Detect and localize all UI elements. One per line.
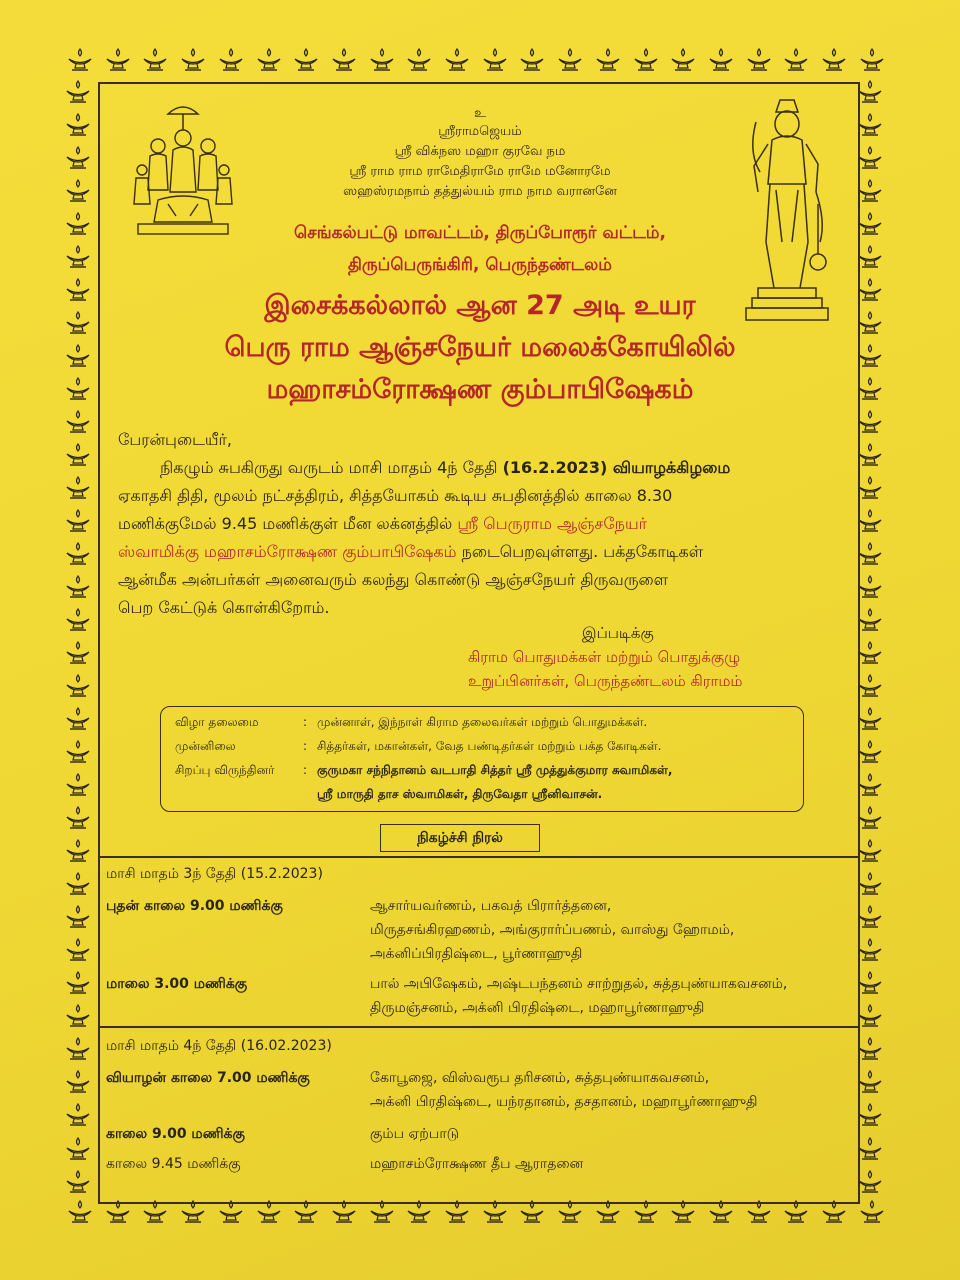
oil-lamp-icon — [856, 1004, 884, 1028]
day2-slot3-time: காலை 9.45 மணிக்கு — [106, 1156, 241, 1172]
oil-lamp-icon — [179, 48, 207, 72]
invocation-line-4: ஸஹஸ்ரமநாம் தத்துல்யம் ராம நாம வரானனே — [343, 184, 617, 199]
dignitary-row-1 — [175, 711, 647, 733]
oil-lamp-icon — [64, 1004, 92, 1028]
oil-lamp-icon — [64, 839, 92, 863]
day2-date: மாசி மாதம் 4ந் தேதி (16.02.2023) — [106, 1038, 332, 1054]
oil-lamp-icon — [669, 48, 697, 72]
oil-lamp-icon — [856, 938, 884, 962]
salutation: பேரன்புடையீர், — [118, 430, 232, 449]
oil-lamp-icon — [856, 740, 884, 764]
dignitary-row-2 — [175, 735, 662, 757]
oil-lamp-icon — [518, 48, 546, 72]
day1-slot2-line-2: திருமஞ்சனம், அக்னி பிரதிஷ்டை, மஹாபூர்ணாஹுதி — [370, 1000, 705, 1016]
title-line-1: இசைக்கல்லால் ஆன 27 அடி உயர — [264, 290, 696, 321]
oil-lamp-icon — [255, 48, 283, 72]
oil-lamp-icon — [330, 48, 358, 72]
oil-lamp-icon — [707, 48, 735, 72]
oil-lamp-icon — [856, 509, 884, 533]
oil-lamp-icon — [64, 80, 92, 104]
dignitary-key-1: விழா தலைமை — [175, 715, 259, 729]
oil-lamp-icon — [856, 1103, 884, 1127]
oil-lamp-icon — [856, 542, 884, 566]
divider-top — [98, 856, 858, 858]
oil-lamp-icon — [556, 48, 584, 72]
signoff-line-2: கிராம பொதுமக்கள் மற்றும் பொதுக்குழு — [468, 648, 741, 666]
oil-lamp-icon — [856, 410, 884, 434]
signoff-line-3: உறுப்பினர்கள், பெருந்தண்டலம் கிராமம் — [468, 672, 743, 690]
oil-lamp-icon — [64, 542, 92, 566]
oil-lamp-icon — [64, 410, 92, 434]
ceremony-name: ஸ்வாமிக்கு மஹாசம்ரோக்ஷண கும்பாபிஷேகம் — [118, 542, 457, 561]
day1-slot1-line-3: அக்னிப்பிரதிஷ்டை, பூர்ணாஹுதி — [370, 946, 583, 962]
body-line-4 — [118, 538, 840, 566]
day2-slot1-line-1: கோபூஜை, விஸ்வரூப தரிசனம், சுத்தபுண்யாகவசனம், — [370, 1070, 710, 1086]
border-top — [66, 48, 886, 82]
dignitary-colon-1: : — [303, 715, 308, 729]
oil-lamp-icon — [64, 641, 92, 665]
oil-lamp-icon — [856, 1037, 884, 1061]
oil-lamp-icon — [64, 1103, 92, 1127]
dignitaries-box — [160, 706, 804, 812]
day1-date: மாசி மாதம் 3ந் தேதி (15.2.2023) — [106, 866, 323, 882]
dignitary-row-4 — [317, 783, 602, 805]
oil-lamp-icon — [104, 48, 132, 72]
oil-lamp-icon — [64, 905, 92, 929]
oil-lamp-icon — [856, 1170, 884, 1194]
dignitary-key-3: சிறப்பு விருந்தினர் — [175, 763, 275, 777]
oil-lamp-icon — [64, 1037, 92, 1061]
program-heading: நிகழ்ச்சி நிரல் — [380, 824, 540, 852]
day1-slot2-time: மாலை 3.00 மணிக்கு — [106, 976, 248, 992]
oil-lamp-icon — [856, 641, 884, 665]
oil-lamp-icon — [64, 971, 92, 995]
oil-lamp-icon — [64, 872, 92, 896]
oil-lamp-icon — [64, 608, 92, 632]
dignitary-value-4: ஸ்ரீ மாருதி தாச ஸ்வாமிகள், திருவேதா ஸ்ரீனிவாசன். — [317, 787, 603, 801]
oil-lamp-icon — [856, 80, 884, 104]
title-line-3: மஹாசம்ரோக்ஷண கும்பாபிஷேகம் — [266, 374, 694, 405]
event-date: (16.2.2023) வியாழக்கிழமை — [502, 458, 731, 477]
location-line-1: செங்கல்பட்டு மாவட்டம், திருப்போரூர் வட்டம், — [294, 223, 666, 243]
oil-lamp-icon — [64, 1137, 92, 1161]
oil-lamp-icon — [64, 1070, 92, 1094]
oil-lamp-icon — [594, 48, 622, 72]
border-bottom — [66, 1200, 886, 1234]
dignitary-row-3 — [175, 759, 672, 781]
oil-lamp-icon — [292, 48, 320, 72]
dignitary-key-2: முன்னிலை — [175, 739, 236, 753]
day1-slot2-line-1: பால் அபிஷேகம், அஷ்டபந்தனம் சாற்றுதல், சுத்தபுண்யாகவசனம், — [370, 976, 788, 992]
day2-slot2-line-1: கும்ப ஏற்பாடு — [370, 1126, 460, 1142]
body-line-2: ஏகாதசி திதி, மூலம் நட்சத்திரம், சித்தயோகம் கூடிய சுபதினத்தில் காலை 8.30 — [118, 486, 673, 505]
oil-lamp-icon — [856, 872, 884, 896]
oil-lamp-icon — [481, 48, 509, 72]
oil-lamp-icon — [782, 48, 810, 72]
location-line-2: திருப்பெருங்கிரி, பெருந்தண்டலம் — [348, 255, 612, 275]
invocation-line-1: ஸ்ரீராமஜெயம் — [438, 124, 522, 139]
body-line-4-text: நடைபெறவுள்ளது. பக்தகோடிகள் — [456, 542, 704, 561]
oil-lamp-icon — [64, 806, 92, 830]
invitation-body — [118, 426, 840, 622]
oil-lamp-icon — [64, 575, 92, 599]
oil-lamp-icon — [856, 674, 884, 698]
signoff-line-1: இப்படிக்கு — [582, 624, 654, 642]
oil-lamp-icon — [368, 48, 396, 72]
oil-lamp-icon — [858, 48, 886, 72]
oil-lamp-icon — [443, 48, 471, 72]
oil-lamp-icon — [64, 674, 92, 698]
day1-slot1-line-1: ஆசார்யவர்ணம், பகவத் பிரார்த்தனை, — [370, 898, 612, 914]
body-line-3 — [118, 510, 840, 538]
body-line-1 — [118, 454, 840, 482]
day1-slot1-line-2: மிருதசங்கிரஹணம், அங்குரார்ப்பணம், வாஸ்து ஹோமம், — [370, 922, 735, 938]
oil-lamp-icon — [820, 48, 848, 72]
day2-slot1-time: வியாழன் காலை 7.00 மணிக்கு — [106, 1070, 310, 1086]
oil-lamp-icon — [856, 476, 884, 500]
dignitary-value-3: குருமகா சந்நிதானம் வடபாதி சித்தர் ஸ்ரீ முத்துக்குமார சுவாமிகள், — [317, 763, 673, 777]
dignitary-value-2: சித்தர்கள், மகான்கள், வேத பண்டிதர்கள் மற்றும் பக்த கோடிகள். — [317, 739, 662, 753]
oil-lamp-icon — [856, 971, 884, 995]
day2-slot3-line-1: மஹாசம்ரோக்ஷண தீப ஆராதனை — [370, 1156, 584, 1172]
body-line-3-text: மணிக்குமேல் 9.45 மணிக்குள் மீன லக்னத்தில் — [118, 514, 458, 533]
divider-middle — [98, 1026, 858, 1028]
oil-lamp-icon — [745, 48, 773, 72]
oil-lamp-icon — [64, 476, 92, 500]
oil-lamp-icon — [64, 938, 92, 962]
oil-lamp-icon — [856, 806, 884, 830]
oil-lamp-icon — [64, 443, 92, 467]
oil-lamp-icon — [856, 773, 884, 797]
oil-lamp-icon — [64, 773, 92, 797]
oil-lamp-icon — [141, 48, 169, 72]
oil-lamp-icon — [405, 48, 433, 72]
dignitary-colon-3: : — [303, 763, 308, 777]
oil-lamp-icon — [856, 839, 884, 863]
oil-lamp-icon — [64, 1170, 92, 1194]
body-line-5: ஆன்மீக அன்பர்கள் அனைவரும் கலந்து கொண்டு ஆஞ்சநேயர் திருவருளை — [118, 570, 669, 589]
oil-lamp-icon — [856, 1137, 884, 1161]
day2-slot1-line-2: அக்னி பிரதிஷ்டை, யந்ரதானம், தசதானம், மஹாபூர்ணாஹுதி — [370, 1094, 758, 1110]
oil-lamp-icon — [64, 707, 92, 731]
body-line-6: பெற கேட்டுக் கொள்கிறோம். — [118, 598, 330, 617]
deity-name: ஸ்ரீ பெருராம ஆஞ்சநேயர் — [457, 514, 648, 533]
day1-slot1-time: புதன் காலை 9.00 மணிக்கு — [106, 898, 283, 914]
oil-lamp-icon — [64, 740, 92, 764]
dignitary-value-1: முன்னாள், இந்நாள் கிராம தலைவர்கள் மற்றும் பொதுமக்கள். — [317, 715, 648, 729]
oil-lamp-icon — [66, 1200, 94, 1224]
pillaiyar-suli: உ — [474, 106, 486, 121]
body-line-1-text: நிகழும் சுபகிருது வருடம் மாசி மாதம் 4ந் தேதி — [160, 458, 503, 477]
invocation-line-2: ஸ்ரீ விக்நஸ மஹா குரவே நம — [394, 144, 566, 159]
oil-lamp-icon — [632, 48, 660, 72]
oil-lamp-icon — [217, 48, 245, 72]
oil-lamp-icon — [66, 48, 94, 72]
invocation-line-3: ஸ்ரீ ராம ராம ராமேதிராமே ராமே மனோரமே — [349, 164, 611, 179]
oil-lamp-icon — [856, 1070, 884, 1094]
oil-lamp-icon — [858, 1200, 886, 1224]
oil-lamp-icon — [856, 707, 884, 731]
dignitary-colon-2: : — [303, 739, 308, 753]
oil-lamp-icon — [856, 608, 884, 632]
oil-lamp-icon — [856, 905, 884, 929]
oil-lamp-icon — [64, 509, 92, 533]
title-line-2: பெரு ராம ஆஞ்சநேயர் மலைக்கோயிலில் — [224, 332, 736, 363]
day2-slot2-time: காலை 9.00 மணிக்கு — [106, 1126, 245, 1142]
oil-lamp-icon — [856, 443, 884, 467]
oil-lamp-icon — [856, 575, 884, 599]
